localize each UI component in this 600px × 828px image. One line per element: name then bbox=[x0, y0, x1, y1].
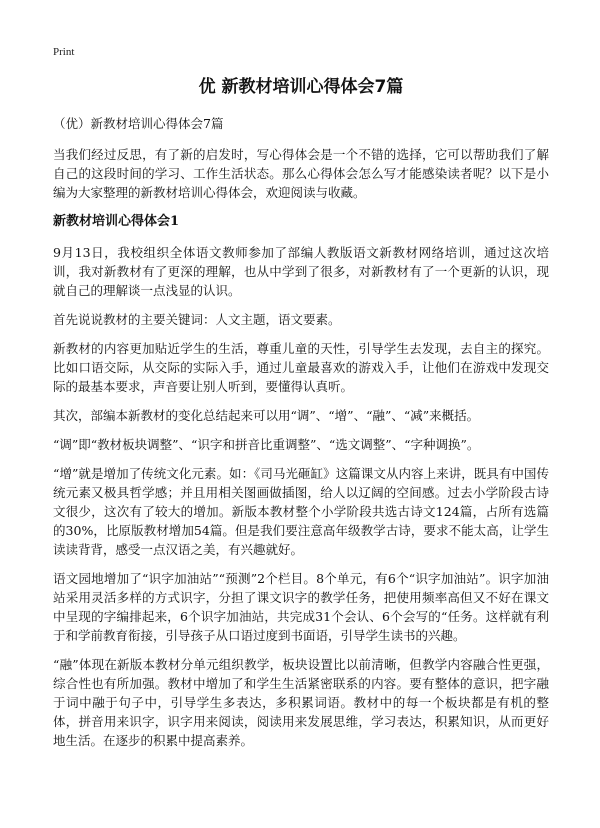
document-body bbox=[53, 74, 549, 760]
body-paragraph: “增”就是增加了传统文化元素。如：《司马光砸缸》这篇课文从内容上来讲，既具有中国传统元素又极具哲学感；并且用相关图画做插图，给人以辽阔的空间感。过去小学阶段古诗文很少，这次有了较大的增加。新版本教材整个小学阶段共选古诗文124篇，占所有选篇的30%，比原版教材增加54篇。但是我们要注意高年级教学古诗，要求不能太高，让学生读读背背，感受一点汉语之美，有兴趣就好。 bbox=[53, 466, 549, 557]
body-paragraph: 新教材的内容更加贴近学生的生活，尊重儿童的天性，引导学生去发现，去自主的探究。比如口语交际，从交际的实际入手，通过儿童最喜欢的游戏入手，让他们在游戏中发现交际的最基本要求，声音要让别人听到，要懂得认真听。 bbox=[53, 341, 549, 394]
document-title: 优 新教材培训心得体会7篇 bbox=[198, 77, 404, 97]
section-heading: 新教材培训心得体会1 bbox=[53, 214, 180, 229]
body-paragraph: 语文园地增加了“识字加油站”“预测”2个栏目。8个单元，有6个“识字加油站”。识字加油站采用灵活多样的方式识字，分担了课文识字的教学任务，把使用频率高但又不好在课文中呈现的字编排起来，6个识字加油站，共完成31个会认、6个会写的“任务。这样就有利于和学前教育衔接，引导孩子从口语过度到书面语，引导学生读书的兴趣。 bbox=[53, 571, 549, 643]
body-paragraph: 其次，部编本新教材的变化总结起来可以用“调”、“增”、“融”、“减”来概括。 bbox=[53, 408, 480, 423]
print-link[interactable]: Print bbox=[53, 46, 75, 58]
body-paragraph: 首先说说教材的主要关键词：人文主题，语文要素。 bbox=[53, 312, 341, 327]
document-subtitle: （优）新教材培训心得体会7篇 bbox=[53, 116, 224, 131]
body-paragraph: “调”即“教材板块调整”、“识字和拼音比重调整”、“选文调整”、“字种调换”。 bbox=[53, 437, 480, 452]
body-paragraph: “融”体现在新版本教材分单元组织教学，板块设置比以前清晰，但教学内容融合性更强，综合性也有所加强。教材中增加了和学生生活紧密联系的内容。要有整体的意识，把字融于词中融于句子中，引导学生多表达，多积累词语。教材中的每一个板块都是有机的整体，拼音用来识字，识字用来阅读，阅读用来发展思维，学习表达，积累知识，从而更好地生活。在逐步的积累中提高素养。 bbox=[53, 657, 549, 748]
body-paragraph: 9月13日，我校组织全体语文教师参加了部编人教版语文新教材网络培训，通过这次培训，我对新教材有了更深的理解，也从中学到了很多，对新教材有了一个更新的认识，现就自己的理解谈一点浅显的认识。 bbox=[53, 245, 549, 298]
intro-paragraph: 当我们经过反思，有了新的启发时，写心得体会是一个不错的选择，它可以帮助我们了解自己的这段时间的学习、工作生活状态。那么心得体会怎么写才能感染读者呢？以下是小编为大家整理的新教材培训心得体会，欢迎阅读与收藏。 bbox=[53, 147, 549, 200]
